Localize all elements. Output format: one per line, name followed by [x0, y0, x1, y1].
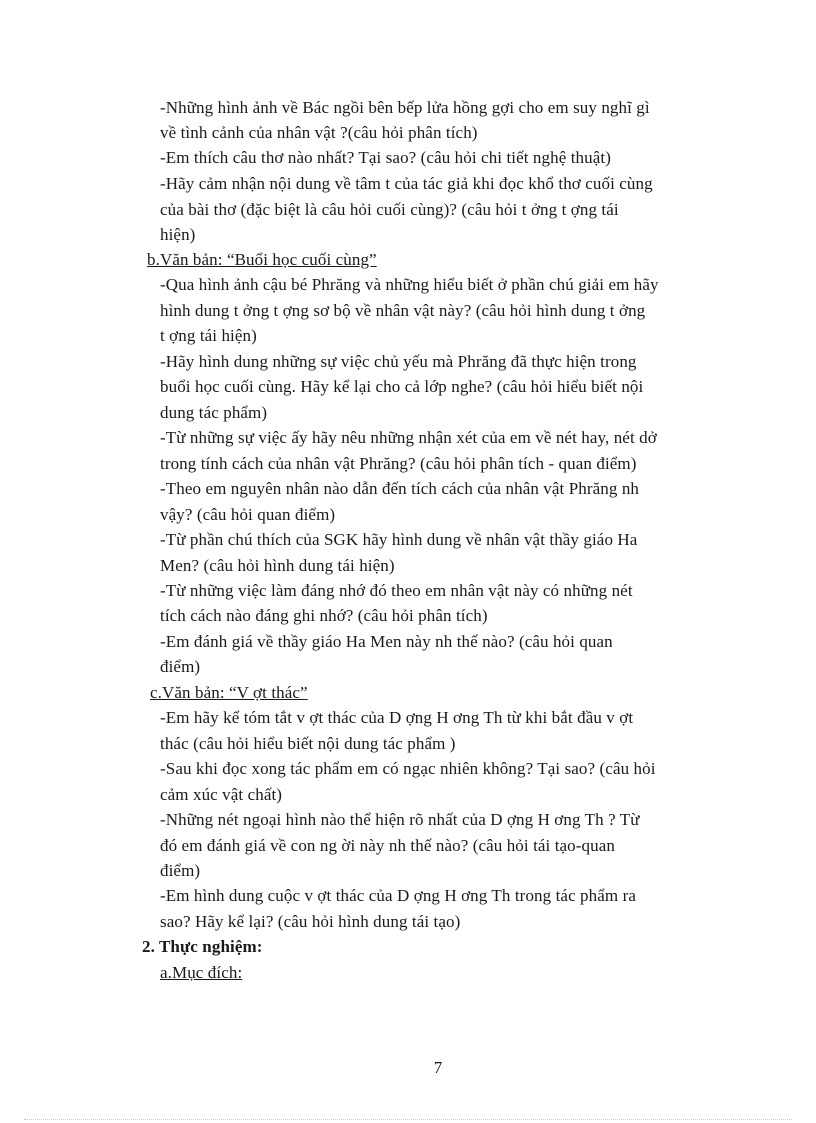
text-line: buổi học cuối cùng. Hãy kể lại cho cả lớp nghe? (câu hỏi hiểu biết nội — [160, 377, 644, 396]
text-line: -Theo em nguyên nhân nào dẫn đến tích cách của nhân vật Phrăng nh — [160, 479, 640, 498]
text-line: -Qua hình ảnh cậu bé Phrăng và những hiểu biết ở phần chú giải em hãy — [160, 275, 659, 294]
text-line: của bài thơ (đặc biệt là câu hỏi cuối cùng)? (câu hỏi t ởng t ợng tái — [160, 200, 619, 219]
text-line: sao? Hãy kể lại? (câu hỏi hình dung tái tạo) — [160, 912, 461, 931]
text-line: -Từ những việc làm đáng nhớ đó theo em nhân vật này có những nét — [160, 581, 633, 600]
text-line: đó em đánh giá về con ng ời này nh thế nào? (câu hỏi tái tạo-quan — [160, 836, 615, 855]
page-bottom-divider — [24, 1119, 792, 1120]
text-line: t ợng tái hiện) — [160, 326, 257, 345]
text-line: thác (câu hỏi hiểu biết nội dung tác phẩm ) — [160, 734, 456, 753]
text-line: hiện) — [160, 225, 196, 244]
text-line: cảm xúc vật chất) — [160, 785, 283, 804]
text-line: -Em hãy kể tóm tắt v ợt thác của D ợng H ơng Th từ khi bắt đầu v ợt — [160, 708, 634, 727]
text-line: hình dung t ởng t ợng sơ bộ về nhân vật này? (câu hỏi hình dung t ởng — [160, 301, 646, 320]
text-line: -Em hình dung cuộc v ợt thác của D ợng H ơng Th trong tác phẩm ra — [160, 886, 636, 905]
text-line: -Từ những sự việc ấy hãy nêu những nhận xét của em về nét hay, nét dở — [160, 428, 657, 447]
text-line: Men? (câu hỏi hình dung tái hiện) — [160, 556, 395, 575]
text-line: điểm) — [160, 861, 201, 880]
text-line: điểm) — [160, 657, 201, 676]
text-line: -Những nét ngoại hình nào thể hiện rõ nhất của D ợng H ơng Th ? Từ — [160, 810, 640, 829]
subheading-a: a.Mục đích: — [160, 963, 243, 982]
text-line: -Hãy cảm nhận nội dung về tâm t của tác giả khi đọc khổ thơ cuối cùng — [160, 174, 653, 193]
text-line: -Từ phần chú thích của SGK hãy hình dung về nhân vật thầy giáo Ha — [160, 530, 638, 549]
text-line: về tình cảnh của nhân vật ?(câu hỏi phân tích) — [160, 123, 478, 142]
text-line: -Hãy hình dung những sự việc chủ yếu mà Phrăng đã thực hiện trong — [160, 352, 637, 371]
subheading-c: c.Văn bản: “V ợt thác” — [150, 683, 308, 702]
text-line: tích cách nào đáng ghi nhớ? (câu hỏi phân tích) — [160, 606, 488, 625]
subheading-b: b.Văn bản: “Buổi học cuối cùng” — [147, 250, 377, 269]
section-heading: 2. Thực nghiệm: — [142, 937, 263, 956]
text-line: vậy? (câu hỏi quan điểm) — [160, 505, 336, 524]
text-line: -Em thích câu thơ nào nhất? Tại sao? (câu hỏi chi tiết nghệ thuật) — [160, 148, 611, 167]
page-number: 7 — [433, 1058, 443, 1077]
text-line: -Những hình ảnh về Bác ngồi bên bếp lửa hồng gợi cho em suy nghĩ gì — [160, 98, 650, 117]
text-line: -Em đánh giá về thầy giáo Ha Men này nh thế nào? (câu hỏi quan — [160, 632, 613, 651]
text-line: -Sau khi đọc xong tác phẩm em có ngạc nhiên không? Tại sao? (câu hỏi — [160, 759, 656, 778]
text-line: trong tính cách của nhân vật Phrăng? (câu hỏi phân tích - quan điểm) — [160, 454, 637, 473]
text-line: dung tác phẩm) — [160, 403, 268, 422]
